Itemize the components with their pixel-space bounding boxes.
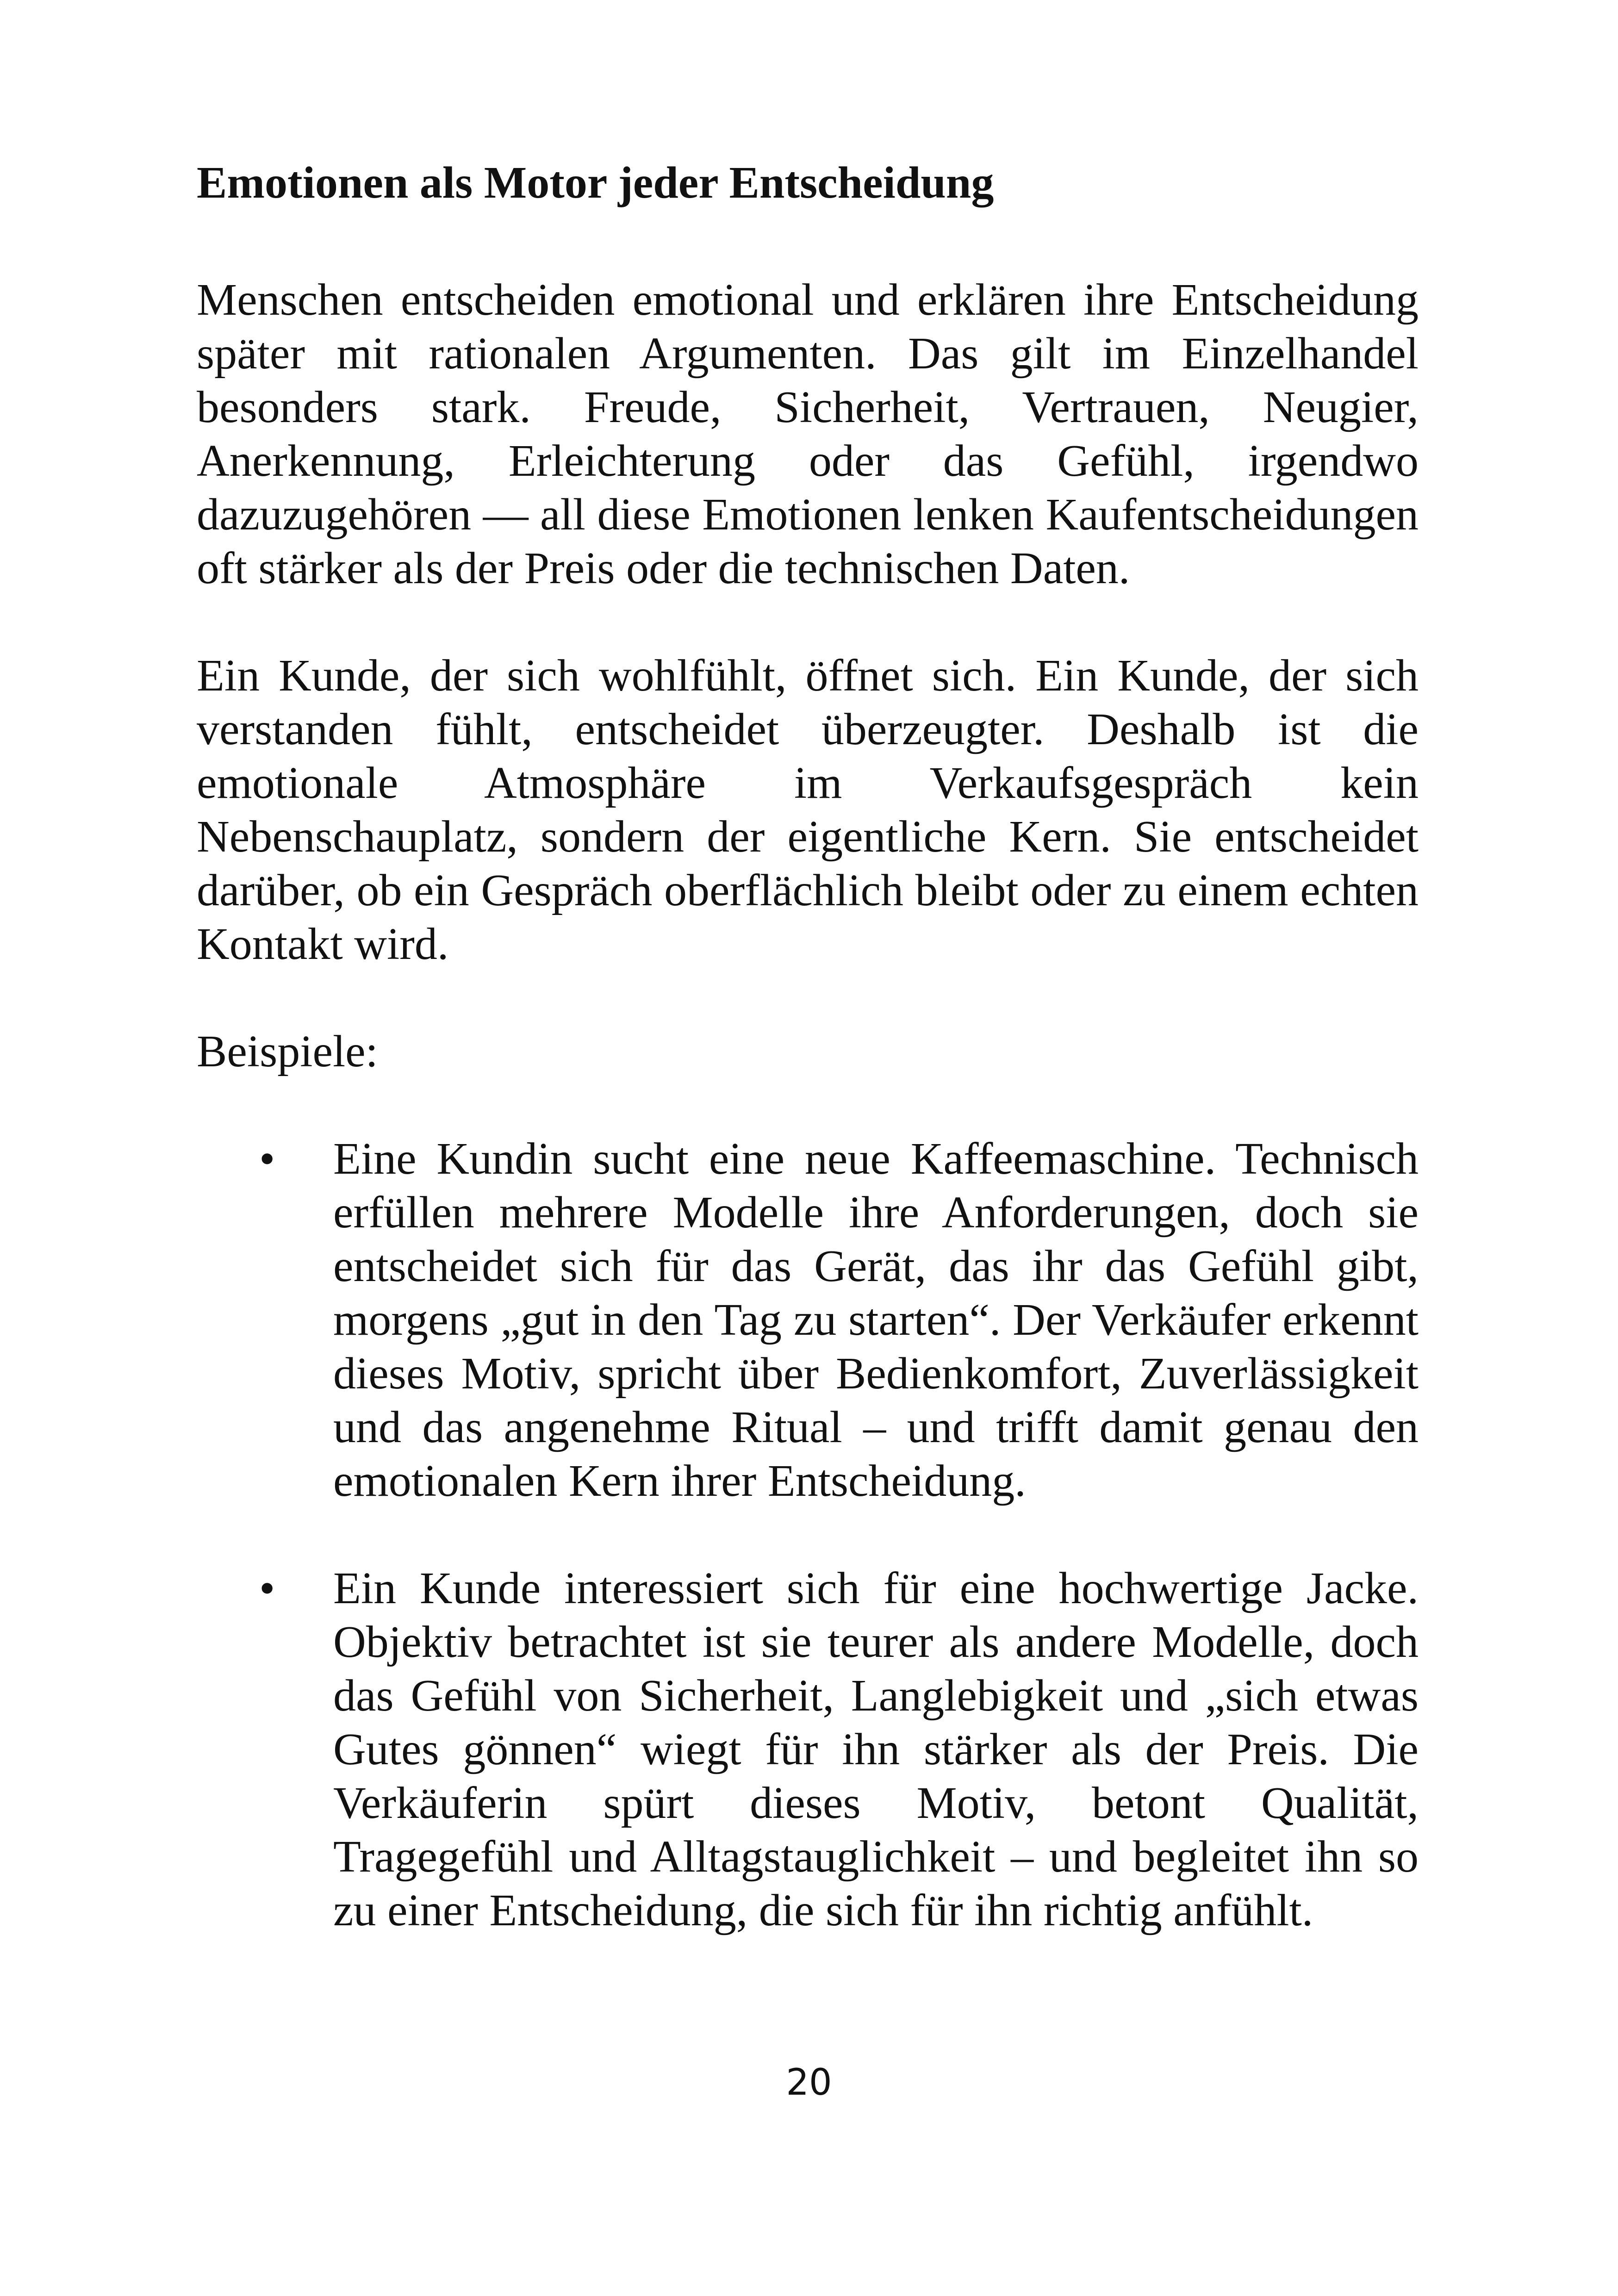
examples-label: Beispiele: (197, 1027, 378, 1076)
paragraph: Ein Kunde, der sich wohlfühlt, öffnet sich. Ein Kunde, der sich verstanden fühlt, entscheidet überzeugter. Deshalb ist die emotionale Atmosphäre im Verkaufsgespräch kein Nebenschauplatz, sondern der eigentliche Kern. Sie entscheidet darüber, ob ein Gespräch oberflächlich bleibt oder zu einem echten Kontakt wird. (197, 651, 1419, 969)
section-heading: Emotionen als Motor jeder Entscheidung (197, 158, 994, 208)
page-content (197, 153, 1419, 1991)
list-item-text: Eine Kundin sucht eine neue Kaffeemaschine. Technisch erfüllen mehrere Modelle ihre Anforderungen, doch sie entscheidet sich für das Gerät, das ihr das Gefühl gibt, morgens „gut in den Tag zu starten“. Der Verkäufer erkennt dieses Motiv, spricht über Bedienkomfort, Zuverlässigkeit und das angenehme Ritual – und trifft damit genau den emotionalen Kern ihrer Entscheidung. (333, 1134, 1419, 1506)
page-number: 20 (786, 2062, 832, 2103)
examples-list (197, 1132, 1419, 1937)
bullet-icon: • (259, 1134, 275, 1184)
list-item-text: Ein Kunde interessiert sich für eine hochwertige Jacke. Objektiv betrachtet ist sie teurer als andere Modelle, doch das Gefühl von Sicherheit, Langlebigkeit und „sich etwas Gutes gönnen“ wiegt für ihn stärker als der Preis. Die Verkäuferin spürt dieses Motiv, betont Qualität, Tragegefühl und Alltagstauglichkeit – und begleitet ihn so zu einer Entscheidung, die sich für ihn richtig anfühlt. (333, 1563, 1419, 1935)
bullet-icon: • (259, 1563, 275, 1613)
list-item (197, 1132, 1419, 1508)
list-item (197, 1562, 1419, 1937)
paragraph: Menschen entscheiden emotional und erklären ihre Entscheidung später mit rationalen Argumenten. Das gilt im Einzelhandel besonders stark. Freude, Sicherheit, Vertrauen, Neugier, Anerkennung, Erleichterung oder das Gefühl, irgendwo dazuzugehören — all diese Emotionen lenken Kaufentscheidungen oft stärker als der Preis oder die technischen Daten. (197, 275, 1419, 593)
